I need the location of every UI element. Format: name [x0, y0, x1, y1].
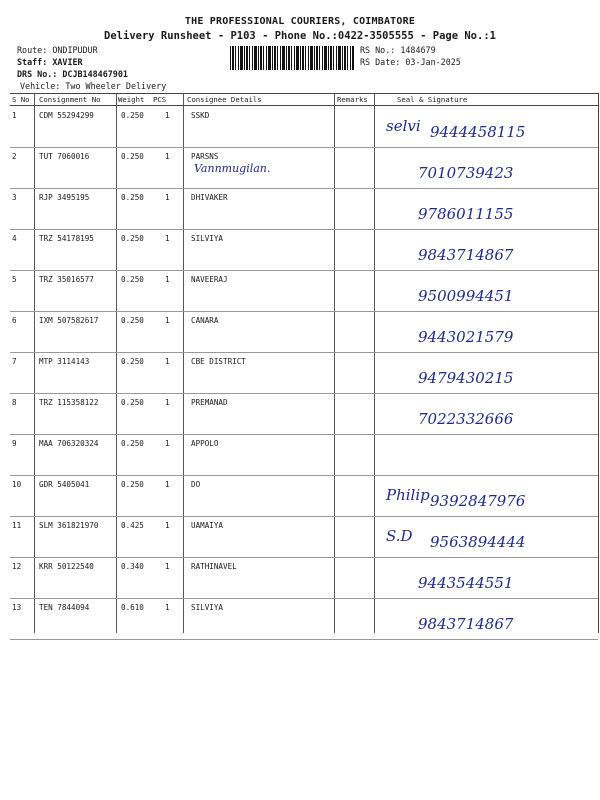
cell-sno: 9: [12, 439, 17, 448]
col-pcs: PCS: [153, 95, 167, 104]
vehicle-line: Vehicle: Two Wheeler Delivery: [20, 81, 167, 91]
cell-consignee: SILVIYA: [191, 234, 224, 243]
handwritten-signature: selvi: [386, 117, 421, 135]
cell-pcs: 1: [165, 234, 170, 243]
table-row: [10, 189, 598, 229]
cell-consignment: TEN 7844094: [39, 603, 90, 612]
cell-consignee: SSKD: [191, 111, 210, 120]
handwritten-phone: 9443544551: [418, 574, 514, 592]
cell-weight: 0.250: [121, 398, 144, 407]
staff-line: Staff: XAVIER: [17, 57, 83, 67]
cell-pcs: 1: [165, 275, 170, 284]
cell-sno: 5: [12, 275, 17, 284]
rs-date-value: 03-Jan-2025: [405, 57, 461, 67]
cell-weight: 0.250: [121, 111, 144, 120]
cell-sno: 12: [12, 562, 22, 571]
handwritten-phone: 9443021579: [418, 328, 514, 346]
cell-sno: 8: [12, 398, 17, 407]
cell-sno: 3: [12, 193, 17, 202]
cell-pcs: 1: [165, 398, 170, 407]
handwritten-note: Vannmugilan.: [194, 162, 271, 175]
table-row: [10, 107, 598, 147]
cell-sno: 1: [12, 111, 17, 120]
company-name: THE PROFESSIONAL COURIERS, COIMBATORE: [184, 16, 416, 27]
runsheet-table: [10, 93, 599, 633]
cell-pcs: 1: [165, 521, 170, 530]
staff-value: XAVIER: [52, 57, 83, 67]
handwritten-phone: 7010739423: [418, 164, 514, 182]
cell-consignee: PARSNS: [191, 152, 219, 161]
table-row: [10, 476, 598, 516]
table-row: [10, 148, 598, 188]
cell-weight: 0.250: [121, 439, 144, 448]
handwritten-phone: 9563894444: [430, 533, 526, 551]
handwritten-phone: 9392847976: [430, 492, 526, 510]
cell-sno: 7: [12, 357, 17, 366]
cell-consignment: IXM 507582617: [39, 316, 99, 325]
vehicle-value: Two Wheeler Delivery: [65, 81, 167, 91]
handwritten-phone: 9479430215: [418, 369, 514, 387]
cell-sno: 13: [12, 603, 22, 612]
col-consignee: Consignee Details: [187, 95, 262, 104]
cell-consignment: SLM 361821970: [39, 521, 99, 530]
cell-consignee: UAMAIYA: [191, 521, 224, 530]
col-remarks: Remarks: [337, 95, 368, 104]
cell-pcs: 1: [165, 111, 170, 120]
cell-pcs: 1: [165, 603, 170, 612]
cell-consignment: CDM 55294299: [39, 111, 94, 120]
cell-consignee: RATHINAVEL: [191, 562, 237, 571]
cell-sno: 2: [12, 152, 17, 161]
handwritten-signature: S.D: [386, 527, 413, 545]
cell-pcs: 1: [165, 480, 170, 489]
cell-pcs: 1: [165, 562, 170, 571]
cell-weight: 0.250: [121, 275, 144, 284]
barcode: [230, 46, 354, 70]
table-row: [10, 394, 598, 434]
table-row: [10, 312, 598, 352]
col-sno: S No: [12, 95, 30, 104]
cell-weight: 0.340: [121, 562, 144, 571]
cell-sno: 10: [12, 480, 22, 489]
col-weight: Weight: [118, 95, 145, 104]
drs-line: DRS No.: DCJB148467901: [17, 69, 128, 79]
cell-weight: 0.610: [121, 603, 144, 612]
table-row: [10, 271, 598, 311]
table-row: [10, 353, 598, 393]
cell-consignee: DHIVAKER: [191, 193, 228, 202]
table-header: [10, 93, 598, 106]
cell-consignment: KRR 50122540: [39, 562, 94, 571]
cell-consignment: MAA 706320324: [39, 439, 99, 448]
col-seal: Seal & Signature: [397, 95, 468, 104]
cell-pcs: 1: [165, 316, 170, 325]
cell-pcs: 1: [165, 357, 170, 366]
cell-consignee: SILVIYA: [191, 603, 224, 612]
cell-sno: 11: [12, 521, 22, 530]
table-row: [10, 517, 598, 557]
cell-consignee: CANARA: [191, 316, 219, 325]
cell-weight: 0.250: [121, 193, 144, 202]
runsheet-title: Delivery Runsheet - P103 - Phone No.:0422-3505555 - Page No.:1: [104, 30, 496, 42]
table-row: [10, 599, 598, 639]
table-row: [10, 558, 598, 598]
col-consignment: Consignment No: [39, 95, 101, 104]
cell-consignment: TRZ 54178195: [39, 234, 94, 243]
cell-pcs: 1: [165, 152, 170, 161]
cell-consignee: PREMANAD: [191, 398, 228, 407]
cell-consignment: RJP 3495195: [39, 193, 90, 202]
cell-consignment: TRZ 115358122: [39, 398, 99, 407]
cell-consignment: TUT 7060016: [39, 152, 90, 161]
rs-no-line: RS No.: 1484679: [360, 45, 436, 55]
handwritten-phone: 9843714867: [418, 615, 514, 633]
cell-weight: 0.250: [121, 152, 144, 161]
cell-consignment: MTP 3114143: [39, 357, 90, 366]
cell-consignment: GDR 5405041: [39, 480, 90, 489]
rs-no-value: 1484679: [400, 45, 436, 55]
cell-pcs: 1: [165, 439, 170, 448]
handwritten-phone: 9444458115: [430, 123, 526, 141]
rs-date-line: RS Date: 03-Jan-2025: [360, 57, 461, 67]
handwritten-phone: 9843714867: [418, 246, 514, 264]
handwritten-phone: 7022332666: [418, 410, 514, 428]
handwritten-phone: 9786011155: [418, 205, 514, 223]
cell-consignee: NAVEERAJ: [191, 275, 228, 284]
cell-pcs: 1: [165, 193, 170, 202]
cell-consignee: DO: [191, 480, 201, 489]
route-line: Route: ONDIPUDUR: [17, 45, 98, 55]
cell-sno: 6: [12, 316, 17, 325]
route-value: ONDIPUDUR: [52, 45, 98, 55]
cell-consignee: CBE DISTRICT: [191, 357, 246, 366]
table-row: [10, 230, 598, 270]
handwritten-phone: 9500994451: [418, 287, 514, 305]
cell-weight: 0.425: [121, 521, 144, 530]
cell-consignment: TRZ 35016577: [39, 275, 94, 284]
cell-weight: 0.250: [121, 234, 144, 243]
cell-sno: 4: [12, 234, 17, 243]
drs-value: DCJB148467901: [62, 69, 128, 79]
cell-weight: 0.250: [121, 316, 144, 325]
cell-weight: 0.250: [121, 480, 144, 489]
cell-consignee: APPOLO: [191, 439, 219, 448]
table-row: [10, 435, 598, 475]
row-divider: [10, 639, 598, 640]
cell-weight: 0.250: [121, 357, 144, 366]
handwritten-signature: Philip: [386, 486, 430, 504]
